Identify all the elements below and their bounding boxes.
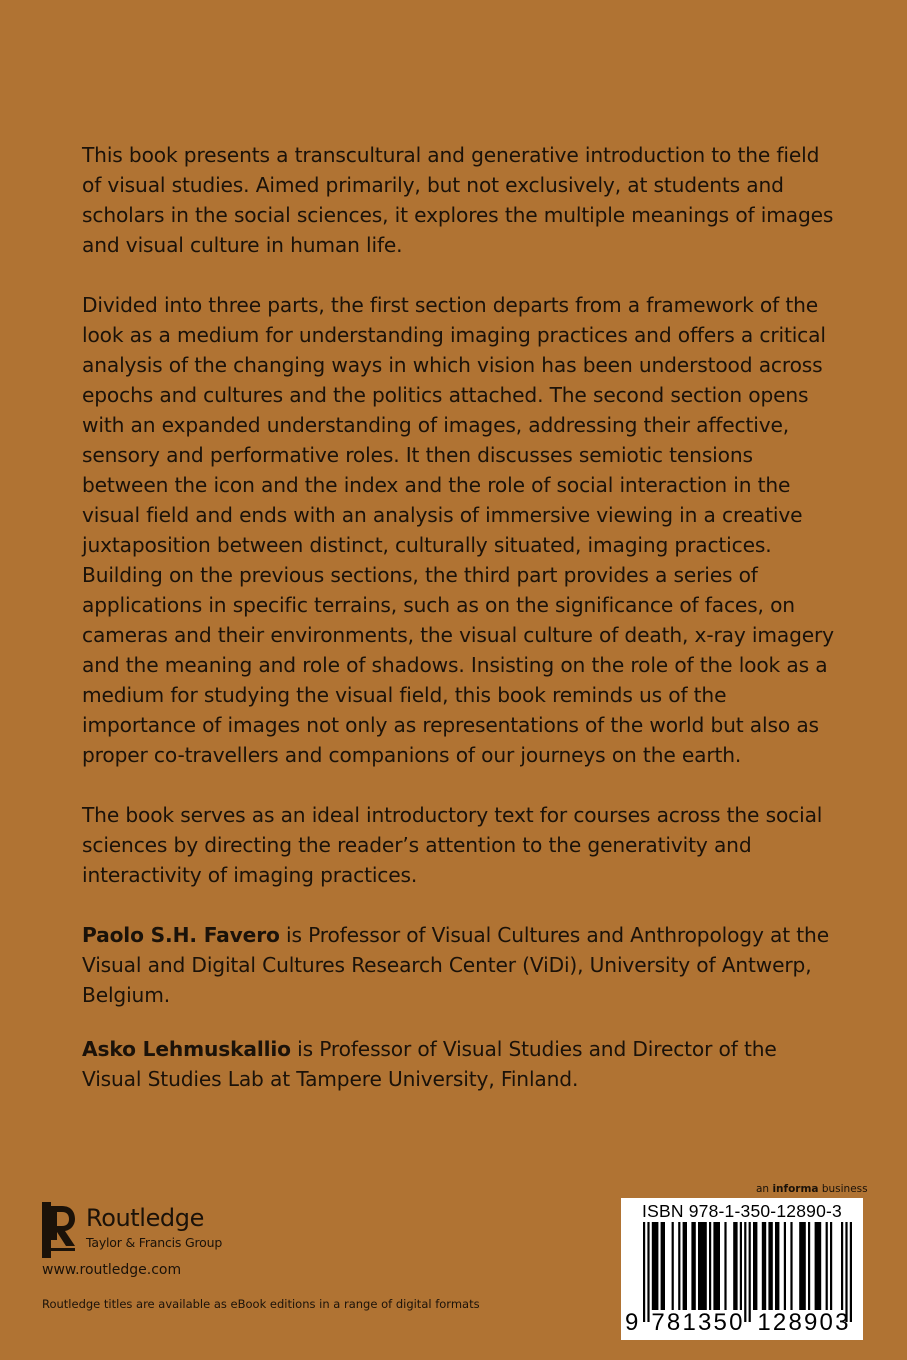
barcode-bar — [826, 1222, 828, 1310]
blurb-paragraph-2: Divided into three parts, the first section departs from a framework of the look as a medium for understanding imaging practices and offers a critical analysis of the changing ways in which vision has been understood across epochs and cultures and the politics attached. The second section opens with an expanded understanding of images, addressing their affective, sensory and performative roles. It then discusses semiotic tensions between the icon and the index and the role of social interaction in the visual field and ends with an analysis of immersive viewing in a creative juxtaposition between distinct, culturally situated, imaging practices. Building on the previous sections, the third part provides a series of applications in specific terrains, such as on the significance of faces, on cameras and their environments, the visual culture of death, x-ray imagery and the meaning and role of shadows. Insisting on the role of the look as a medium for studying the visual field, this book reminds us of the importance of images not only as representations of the world but also as proper co-travellers and companions of our journeys on the earth. — [82, 293, 834, 767]
barcode-digit-first: 9 — [625, 1309, 639, 1336]
barcode-bar — [709, 1222, 711, 1310]
author-name-2: Asko Lehmuskallio — [82, 1037, 291, 1061]
barcode-bar — [698, 1222, 707, 1310]
barcode-bar — [784, 1222, 786, 1310]
barcode-bar — [808, 1222, 810, 1310]
barcode-bar — [647, 1222, 649, 1322]
barcode-bar — [768, 1222, 772, 1310]
isbn-barcode — [621, 1198, 863, 1340]
barcode-bar — [661, 1222, 665, 1310]
barcode-bar — [643, 1222, 645, 1322]
informa-business-label — [756, 1183, 868, 1195]
barcode-bar — [830, 1222, 832, 1310]
barcode-bar — [744, 1222, 746, 1322]
barcode-bar — [672, 1222, 674, 1310]
routledge-r-logo-icon — [42, 1202, 76, 1258]
barcode-bar — [762, 1222, 766, 1310]
blurb-paragraph-3: The book serves as an ideal introductory text for courses across the social sciences by directing the reader’s attention to the generativity and interactivity of imaging practices. — [82, 803, 823, 887]
back-cover-blurb — [82, 140, 842, 1118]
barcode-bar — [815, 1222, 822, 1310]
barcode-bar — [683, 1222, 687, 1310]
barcode-bar — [799, 1222, 806, 1310]
barcode-bar — [652, 1222, 659, 1310]
publisher-name: Routledge — [86, 1204, 204, 1232]
author-bio-text-2: is Professor of Visual Studies and Director of the Visual Studies Lab at Tampere University, Finland. — [82, 1037, 777, 1091]
blurb-paragraph-1: This book presents a transcultural and generative introduction to the field of visual studies. Aimed primarily, but not exclusively, at students and scholars in the social sciences, it explores the multiple meanings of images and visual culture in human life. — [82, 143, 834, 257]
barcode-bar — [753, 1222, 757, 1310]
author-bio-2 — [82, 1034, 842, 1094]
barcode-bar — [678, 1222, 680, 1310]
barcode-digits-group-2: 128903 — [757, 1309, 851, 1336]
informa-suffix: business — [818, 1183, 868, 1195]
publisher-logo — [42, 1200, 242, 1260]
barcode-bar — [749, 1222, 751, 1322]
barcode-bar — [845, 1222, 847, 1322]
barcode-digits-group-1: 781350 — [651, 1309, 745, 1336]
barcode-digits — [621, 1310, 863, 1336]
publisher-group: Taylor & Francis Group — [86, 1235, 223, 1250]
barcode-bar — [724, 1222, 726, 1310]
author-name-1: Paolo S.H. Favero — [82, 923, 280, 947]
informa-brand: informa — [772, 1183, 819, 1195]
barcode-bar — [691, 1222, 695, 1310]
isbn-label: ISBN 978-1-350-12890-3 — [642, 1201, 842, 1221]
barcode-bar — [740, 1222, 742, 1310]
author-bio-text-1: is Professor of Visual Cultures and Anthropology at the Visual and Digital Cultures Research Center (ViDi), University of Antwerp, Belgium. — [82, 923, 829, 1007]
barcode-bar — [733, 1222, 737, 1310]
barcode-bar — [713, 1222, 720, 1310]
barcode-bar — [790, 1222, 792, 1310]
barcode-bar — [850, 1222, 852, 1322]
informa-prefix: an — [756, 1183, 773, 1195]
ebook-note: Routledge titles are available as eBook editions in a range of digital formats — [42, 1297, 480, 1311]
publisher-website: www.routledge.com — [42, 1262, 182, 1278]
barcode-bar — [841, 1222, 843, 1310]
barcode-bar — [775, 1222, 779, 1310]
author-bio-1 — [82, 920, 842, 1010]
